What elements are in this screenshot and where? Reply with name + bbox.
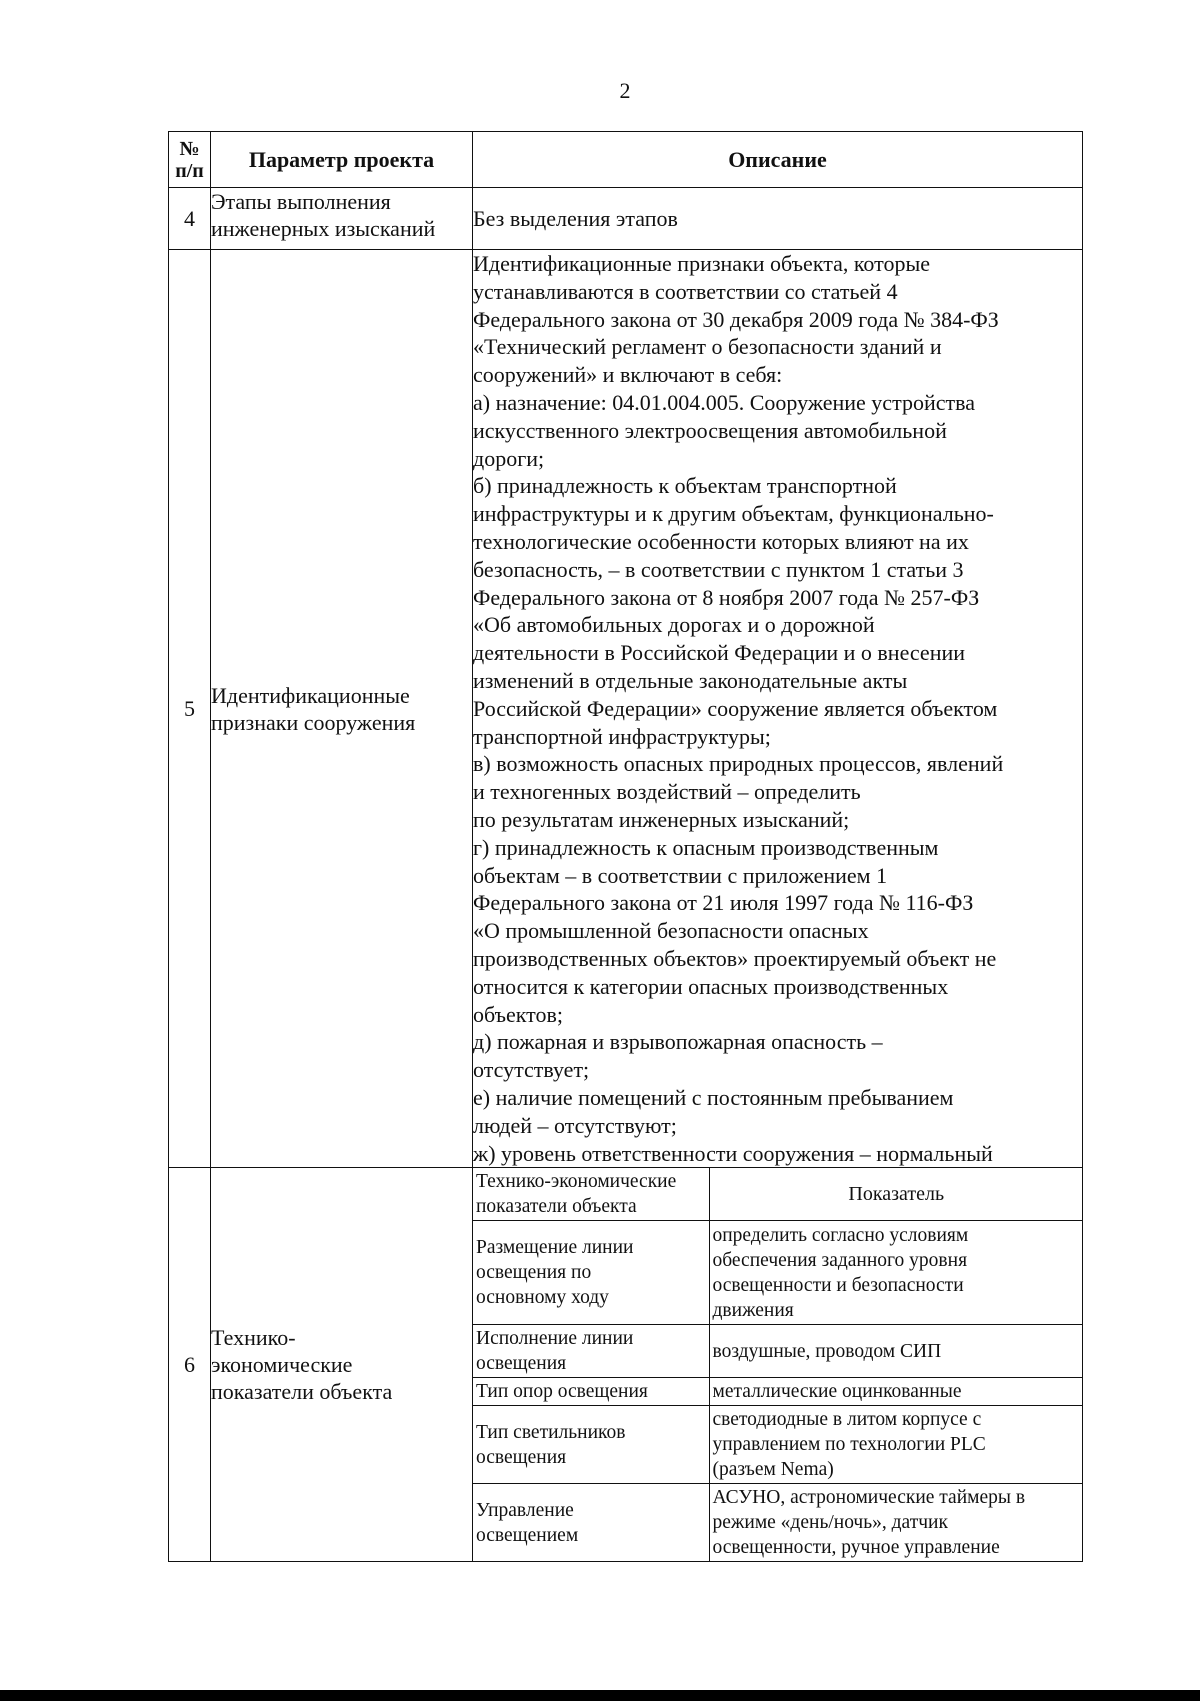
description-line: производственных объектов» проектируемый объект не: [473, 945, 997, 971]
description-line: Идентификационные признаки объекта, которые: [473, 251, 931, 276]
description-line: Федерального закона от 8 ноября 2007 года № 257-ФЗ: [473, 584, 980, 610]
indicator-value-line: управлением по технологии PLC: [712, 1434, 986, 1456]
indicator-name: [473, 1484, 709, 1562]
indicators-header-left: [473, 1168, 709, 1221]
indicators-row: [473, 1221, 1083, 1325]
description-line: безопасность, – в соответствии с пунктом 1 статьи 3: [473, 556, 964, 582]
indicator-value-line: (разъем Nema): [712, 1459, 834, 1481]
page-number: 2: [619, 78, 631, 103]
description-line: Федерального закона от 30 декабря 2009 года № 384-ФЗ: [473, 306, 999, 332]
description-line: Без выделения этапов: [473, 205, 678, 231]
parameter-line: Этапы выполнения: [211, 189, 391, 214]
indicator-value: [709, 1378, 1083, 1406]
indicator-value: [709, 1325, 1083, 1378]
indicator-name: [473, 1406, 709, 1484]
indicator-name: [473, 1378, 709, 1406]
description-line: г) принадлежность к опасным производственным: [473, 834, 939, 860]
indicator-value-line: светодиодные в литом корпусе с: [712, 1409, 982, 1431]
row-number: 6: [169, 1168, 211, 1562]
description-line: б) принадлежность к объектам транспортной: [473, 473, 897, 499]
header-description: Описание: [473, 132, 1083, 188]
indicator-name: [473, 1221, 709, 1325]
row-number: 5: [169, 250, 211, 1168]
parameter-cell: [211, 188, 473, 250]
header-number-line1: №: [179, 137, 200, 160]
description-cell: [473, 188, 1083, 250]
description-line: искусственного электроосвещения автомобильной: [473, 417, 947, 443]
description-line: транспортной инфраструктуры;: [473, 723, 771, 749]
indicator-value-line: освещенности, ручное управление: [712, 1537, 1000, 1559]
indicators-row: [473, 1325, 1083, 1378]
parameter-line: Технико-: [211, 1325, 296, 1351]
parameter-line: экономические: [211, 1352, 353, 1378]
parameter-line: Идентификационные: [211, 682, 410, 708]
description-line: людей – отсутствуют;: [473, 1112, 677, 1138]
indicator-name-line: освещением: [476, 1524, 579, 1546]
indicators-header-right: Показатель: [709, 1168, 1083, 1221]
indicators-header-row: [473, 1168, 1083, 1221]
header-number: [169, 132, 211, 188]
indicator-name-line: Управление: [476, 1499, 574, 1521]
indicator-value: [709, 1221, 1083, 1325]
indicator-value-line: воздушные, проводом СИП: [712, 1340, 942, 1362]
parameter-cell: [211, 250, 473, 1168]
indicator-name-line: освещения: [476, 1353, 567, 1375]
description-line: Российской Федерации» сооружение является объектом: [473, 695, 998, 721]
project-parameters-table: [168, 131, 1083, 1562]
table-header-row: [169, 132, 1083, 188]
parameter-line: признаки сооружения: [211, 709, 416, 735]
indicator-value-line: обеспечения заданного уровня: [712, 1249, 968, 1271]
indicator-value-line: движения: [712, 1299, 794, 1321]
description-line: Федерального закона от 21 июля 1997 года № 116-ФЗ: [473, 890, 974, 916]
table-row: [169, 188, 1083, 250]
description-line: инфраструктуры и к другим объектам, функционально-: [473, 501, 994, 527]
parameter-cell: [211, 1168, 473, 1562]
indicator-name-line: Тип светильников: [476, 1421, 626, 1443]
description-line: отсутствует;: [473, 1057, 590, 1083]
description-line: и техногенных воздействий – определить: [473, 779, 861, 805]
indicator-name: [473, 1325, 709, 1378]
indicators-header-left-line: Технико-экономические: [476, 1171, 677, 1193]
indicator-value-line: АСУНО, астрономические таймеры в: [712, 1487, 1026, 1509]
description-line: в) возможность опасных природных процессов, явлений: [473, 751, 1004, 777]
indicator-value: [709, 1484, 1083, 1562]
indicator-name-line: освещения по: [476, 1262, 592, 1284]
description-line: деятельности в Российской Федерации и о внесении: [473, 640, 966, 666]
parameter-line: показатели объекта: [211, 1379, 393, 1405]
indicator-value-line: освещенности и безопасности: [712, 1274, 964, 1296]
indicator-value-line: определить согласно условиям: [712, 1224, 969, 1246]
description-line: д) пожарная и взрывопожарная опасность –: [473, 1029, 883, 1055]
description-line: «Об автомобильных дорогах и о дорожной: [473, 612, 875, 638]
indicator-name-line: освещения: [476, 1446, 567, 1468]
indicator-name-line: Тип опор освещения: [476, 1381, 648, 1403]
indicators-row: [473, 1484, 1083, 1562]
description-line: изменений в отдельные законодательные акты: [473, 667, 908, 693]
header-number-line2: п/п: [175, 159, 204, 182]
table-row: [169, 250, 1083, 1168]
description-line: по результатам инженерных изысканий;: [473, 806, 850, 832]
description-line: объектов;: [473, 1001, 564, 1027]
description-cell: [473, 250, 1083, 1168]
indicators-row: [473, 1406, 1083, 1484]
indicator-value-line: режиме «день/ночь», датчик: [712, 1512, 948, 1534]
description-line: «О промышленной безопасности опасных: [473, 918, 869, 944]
indicators-header-left-line: показатели объекта: [476, 1196, 637, 1218]
description-line: дороги;: [473, 445, 545, 471]
indicators-cell: [473, 1168, 1083, 1562]
header-parameter: Параметр проекта: [211, 132, 473, 188]
description-line: ж) уровень ответственности сооружения – нормальный: [473, 1140, 993, 1166]
description-line: «Технический регламент о безопасности зданий и: [473, 334, 942, 360]
description-line: устанавливаются в соответствии со статьей 4: [473, 278, 898, 304]
indicator-value-line: металлические оцинкованные: [712, 1381, 962, 1403]
description-line: объектам – в соответствии с приложением 1: [473, 862, 888, 888]
description-line: технологические особенности которых влияют на их: [473, 528, 969, 554]
description-line: сооружений» и включают в себя:: [473, 362, 783, 388]
indicators-table: [473, 1168, 1083, 1561]
table-row: [169, 1168, 1083, 1562]
indicator-name-line: Исполнение линии: [476, 1328, 634, 1350]
scan-bottom-edge: [0, 1690, 1200, 1701]
description-line: е) наличие помещений с постоянным пребыванием: [473, 1084, 954, 1110]
indicator-value: [709, 1406, 1083, 1484]
indicators-row: [473, 1378, 1083, 1406]
row-number: 4: [169, 188, 211, 250]
description-line: а) назначение: 04.01.004.005. Сооружение устройства: [473, 389, 975, 415]
parameter-line: инженерных изысканий: [211, 216, 436, 241]
description-line: относится к категории опасных производственных: [473, 973, 949, 999]
indicator-name-line: Размещение линии: [476, 1237, 634, 1259]
indicator-name-line: основному ходу: [476, 1287, 609, 1309]
